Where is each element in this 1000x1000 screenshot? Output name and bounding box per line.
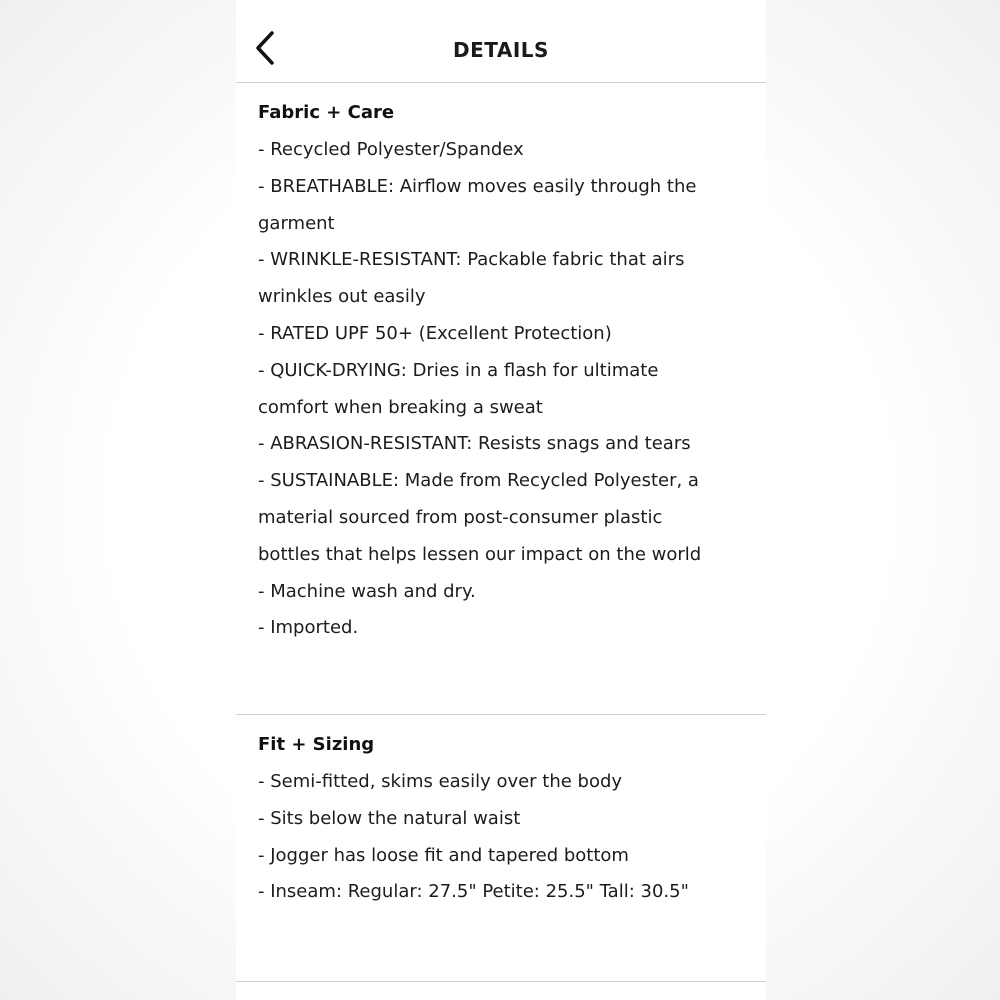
fabric-care-section bbox=[236, 83, 766, 715]
fabric-care-line: - Recycled Polyester/Spandex bbox=[258, 139, 524, 160]
fabric-care-line: - RATED UPF 50+ (Excellent Protection) bbox=[258, 322, 612, 344]
fabric-care-line: - WRINKLE-RESISTANT: Packable fabric that airs bbox=[258, 249, 685, 271]
fit-sizing-line: - Semi-fitted, skims easily over the body bbox=[258, 771, 623, 792]
fit-sizing-heading: Fit + Sizing bbox=[258, 734, 375, 755]
fabric-care-list bbox=[258, 132, 758, 647]
fabric-care-line: - BREATHABLE: Airflow moves easily through the bbox=[258, 175, 697, 197]
fabric-care-line: comfort when breaking a sweat bbox=[258, 396, 543, 418]
fit-sizing-section bbox=[236, 715, 766, 982]
fit-sizing-line: - Jogger has loose fit and tapered bottom bbox=[258, 844, 629, 866]
fabric-care-line: - Imported. bbox=[258, 617, 359, 639]
fabric-care-line: wrinkles out easily bbox=[258, 286, 426, 308]
fit-sizing-list bbox=[258, 764, 758, 911]
fabric-care-line: bottles that helps lessen our impact on the world bbox=[258, 543, 702, 565]
fabric-care-line: - Machine wash and dry. bbox=[258, 580, 476, 602]
fit-sizing-line: - Sits below the natural waist bbox=[258, 807, 521, 829]
fit-sizing-line: - Inseam: Regular: 27.5" Petite: 25.5" Tall: 30.5" bbox=[258, 881, 689, 903]
page-title: DETAILS bbox=[453, 38, 549, 62]
fabric-care-line: material sourced from post-consumer plastic bbox=[258, 506, 663, 528]
details-screen bbox=[236, 0, 766, 1000]
fabric-care-line: garment bbox=[258, 212, 335, 234]
fabric-care-heading: Fabric + Care bbox=[258, 102, 395, 123]
fabric-care-line: - ABRASION-RESISTANT: Resists snags and tears bbox=[258, 433, 691, 455]
fabric-care-line: - SUSTAINABLE: Made from Recycled Polyester, a bbox=[258, 470, 699, 492]
top-bar bbox=[236, 0, 766, 83]
fabric-care-line: - QUICK-DRYING: Dries in a flash for ultimate bbox=[258, 359, 659, 381]
